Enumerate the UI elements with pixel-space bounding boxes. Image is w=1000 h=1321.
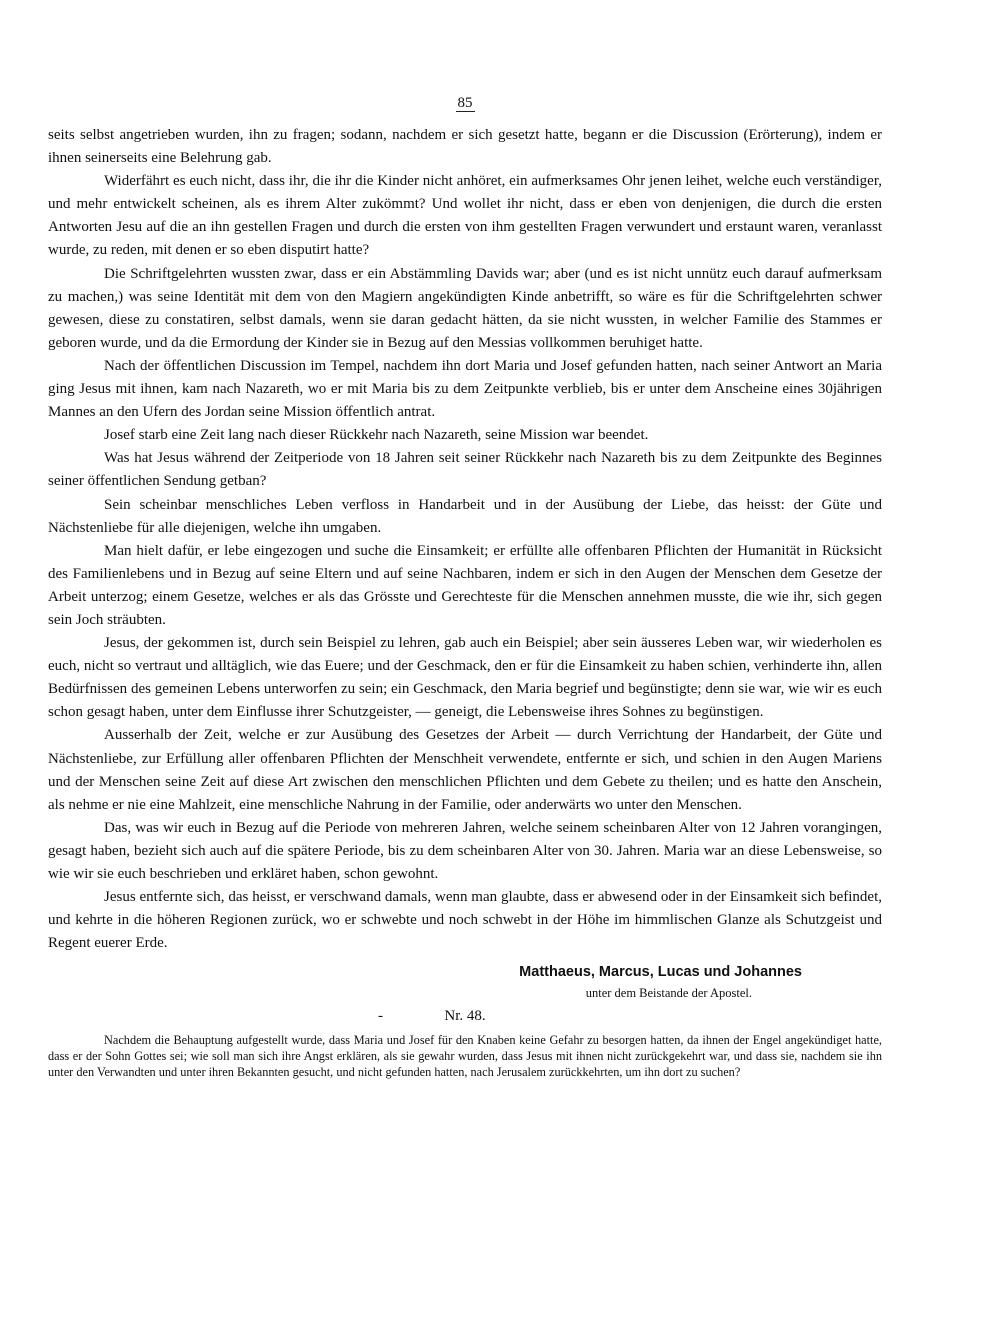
paragraph: Man hielt dafür, er lebe eingezogen und suche die Einsamkeit; er erfüllte alle offenbaren Pflichten der Humanität in Rücksicht des Familienlebens und in Bezug auf seine Eltern und auf seine Nachbaren, indem er sich in den Augen der Menschen dem Gesetze der Arbeit unterzog; einem Gesetze, welches er als das Grösste und Gerechteste für die Menschen annehmen musste, die wie ihr, sich gegen sein Joch sträubten. [48, 542, 882, 628]
paragraph: Jesus, der gekommen ist, durch sein Beispiel zu lehren, gab auch ein Beispiel; aber sein äusseres Leben war, wir wiederholen es euch, nicht so vertraut und alltäglich, wie das Euere; und der Geschmack, den er für die Einsamkeit zu haben schien, verhinderte ihn, allen Bedürfnissen des gemeinen Lebens unterworfen zu sein; ein Geschmack, den Maria begrief und begünstigte; denn sie war, wie wir es euch schon gesagt haben, unter dem Einflusse ihrer Schutzgeister, — geneigt, die Lebensweise ihres Sohnes zu begünstigen. [48, 635, 882, 721]
message-number: Nr. 48. [444, 1008, 486, 1025]
message-number-line [48, 1005, 882, 1027]
paragraph: Nach der öffentlichen Discussion im Tempel, nachdem ihn dort Maria und Josef gefunden hatten, nach seiner Antwort an Maria ging Jesus mit ihnen, kam nach Nazareth, wo er mit Maria bis zu dem Zeitpunkte verblieb, bis er unter dem Anscheine eines 30jährigen Mannes an den Ufern des Jordan seine Mission öffentlich antrat. [48, 357, 882, 421]
paragraph: Josef starb eine Zeit lang nach dieser Rückkehr nach Nazareth, seine Mission war beendet. [104, 427, 649, 444]
paragraph: Jesus entfernte sich, das heisst, er verschwand damals, wenn man glaubte, dass er abwesend oder in der Einsamkeit sich befindet, und kehrte in die höheren Regionen zurück, wo er schwebte und noch schwebt in der Höhe im himmlischen Glanze als Schutzgeist und Regent euerer Erde. [48, 889, 882, 952]
paragraph: Ausserhalb der Zeit, welche er zur Ausübung des Gesetzes der Arbeit — durch Verrichtung der Handarbeit, der Güte und Nächstenliebe, zur Erfüllung aller offenbaren Pflichten der Menschheit verwendete, entfernte er sich, und schien in den Augen Mariens und der Menschen seine Zeit auf diese Art zwischen den menschlichen Pflichten und dem Gebete zu theilen; und es hatte den Anschein, als nehme er nie eine Mahlzeit, eine menschliche Nahrung in der Familie, oder anderwärts wo unter den Menschen. [48, 727, 882, 813]
question-paragraph: Nachdem die Behauptung aufgestellt wurde, dass Maria und Josef für den Knaben keine Gefahr zu besorgen hatten, da ihnen der Engel angekündiget hatte, dass er der Sohn Gottes sei; wie soll man sich ihre Angst erklären, als sie gewahr wurden, dass Jesus mit ihnen nicht zurückgekehrt war, und dass sie, nachdem sie ihn unter den Verwandten und unter ihren Bekannten gesucht, und nicht gefunden hatten, nach Jerusalem zurückkehrten, um ihn dort zu suchen? [48, 1033, 882, 1079]
paragraph: Widerfährt es euch nicht, dass ihr, die ihr die Kinder nicht anhöret, ein aufmerksames Ohr jenen leihet, welche euch verständiger, und mehr entwickelt scheinen, als es ihrem Alter zukömmt? Und wollet ihr nicht, dass er eben von denjenigen, die durch die ersten Antworten Jesu auf die an ihn gestellen Fragen und durch die ersten von ihm gestellten Fragen verwundert und erstaunt waren, veranlasst wurde, zu reden, mit denen er so eben disputirt hatte? [48, 173, 882, 259]
paragraph: Was hat Jesus während der Zeitperiode von 18 Jahren seit seiner Rückkehr nach Nazareth bis zu dem Zeitpunkte des Beginnes seiner öffentlichen Sendung getban? [48, 450, 882, 490]
paragraph: Das, was wir euch in Bezug auf die Periode von mehreren Jahren, welche seinem scheinbaren Alter von 12 Jahren vorangingen, gesagt haben, bezieht sich auch auf die spätere Periode, bis zu dem scheinbaren Alter von 30. Jahren. Maria war an diese Lebensweise, so wie wir sie euch beschrieben und erkläret haben, schon gewohnt. [48, 819, 882, 882]
question-text [48, 1033, 882, 1080]
signature: Matthaeus, Marcus, Lucas und Johannes [519, 964, 802, 981]
signature-note: unter dem Beistande der Apostel. [585, 986, 752, 1001]
paragraph: Die Schriftgelehrten wussten zwar, dass er ein Abstämmling Davids war; aber (und es ist nicht unnütz euch darauf aufmerksam zu machen,) was seine Identität mit dem von den Magiern angekündigten Kinde anbetrifft, so wäre es für die Schriftgelehrten schwer gewesen, diese zu constatiren, selbst damals, wenn sie daran gedacht hätten, da sie nicht wussten, in welcher Familie des Stammes er geboren wurde, und da die Ermordung der Kinder sie in Bezug auf den Messias vollkommen beruhiget hatte. [48, 265, 882, 351]
body-text [48, 124, 882, 955]
paragraph: seits selbst angetrieben wurden, ihn zu fragen; sodann, nachdem er sich gesetzt hatte, begann er die Discussion (Erörterung), indem er ihnen seinerseits eine Belehrung gab. [48, 127, 882, 167]
message-dash: - [378, 1008, 383, 1025]
page-number: 85 [457, 95, 473, 111]
paragraph: Sein scheinbar menschliches Leben verfloss in Handarbeit und in der Ausübung der Liebe, das heisst: der Güte und Nächstenliebe für alle diejenigen, welche ihn umgaben. [48, 496, 882, 536]
document-page [48, 92, 882, 1080]
